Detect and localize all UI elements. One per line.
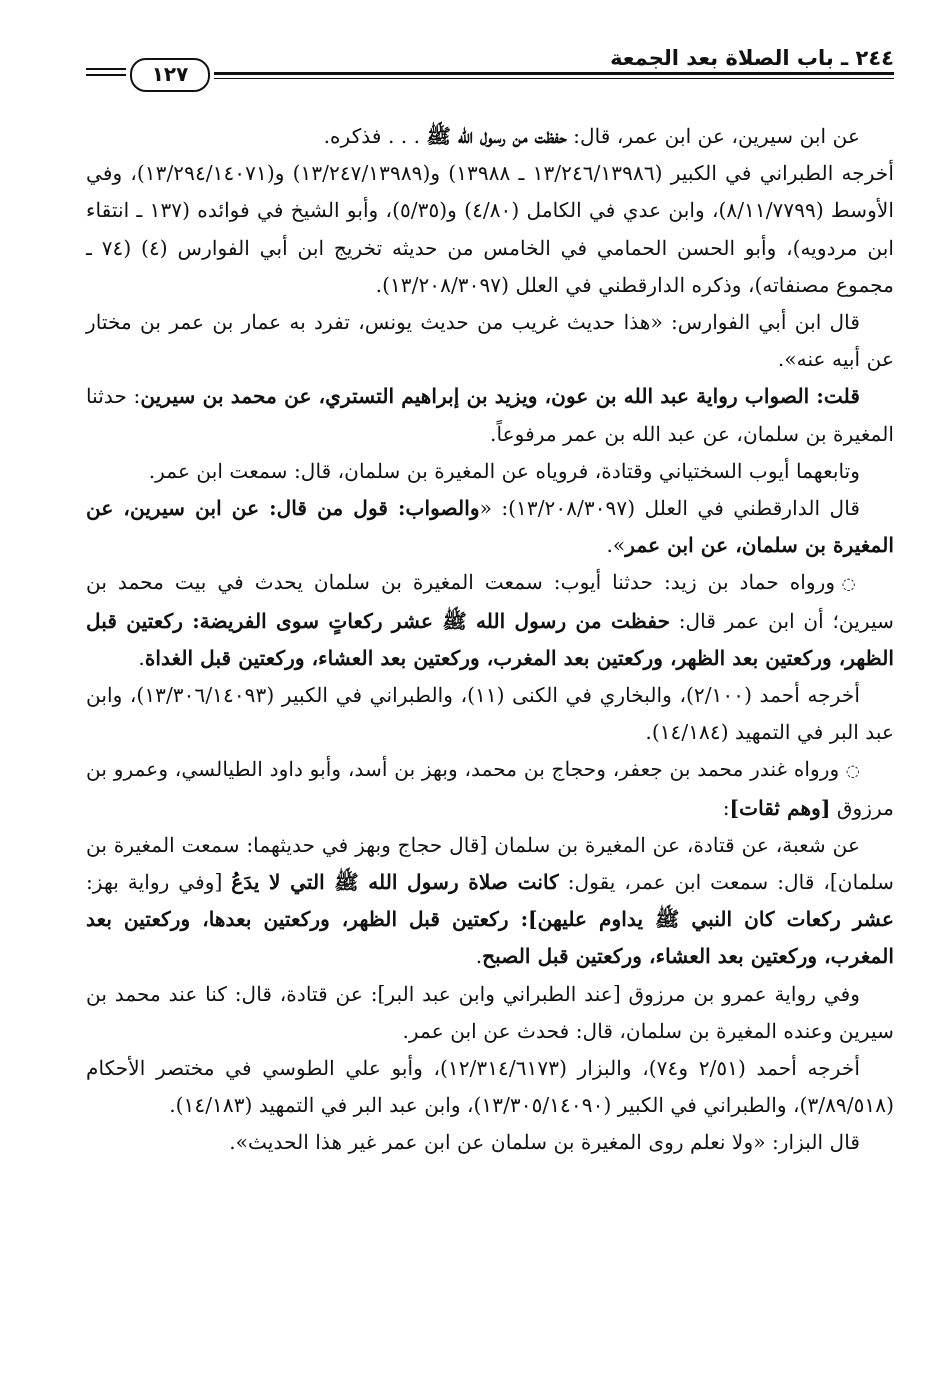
page-body — [86, 118, 894, 1162]
header-rule-thick — [214, 72, 894, 75]
paragraph-1: عن ابن سيرين، عن ابن عمر، قال: حفظت من رسول الله ﷺ . . . فذكره. — [323, 124, 860, 148]
paragraph-11: وفي رواية عمرو بن مرزوق [عند الطبراني وابن عبد البر]: عن قتادة، قال: كنا عند محمد بن سيرين وعنده المغيرة بن سلمان، قال: فحدث عن ابن عمر. — [86, 981, 894, 1043]
ornament-lines — [86, 68, 126, 80]
paragraph-13: قال البزار: «ولا نعلم روى المغيرة بن سلمان عن ابن عمر غير هذا الحديث». — [229, 1130, 860, 1155]
paragraph-9: ◌ ورواه غندر محمد بن جعفر، وحجاج بن محمد، وبهز بن أسد، وأبو داود الطيالسي، وعمرو بن مرزوق [وهم ثقات]: — [86, 757, 894, 820]
paragraph-10: عن شعبة، عن قتادة، عن المغيرة بن سلمان [قال حجاج وبهز في حديثهما: سمعت المغيرة بن سلمان]، قال: سمعت ابن عمر، يقول: كانت صلاة رسول الله ﷺ التي لا يدَعُ [وفي رواية بهز: عشر ركعات كان النبي ﷺ يداوم عليهن]: ركعتين قبل الظهر، وركعتين بعدها، وركعتين بعد المغرب، وركعتين بعد العشاء، وركعتين قبل الصبح. — [86, 832, 895, 969]
circle-bullet-icon: ◌ — [845, 761, 860, 781]
paragraph-5: وتابعهما أيوب السختياني وقتادة، فروياه عن المغيرة بن سلمان، قال: سمعت ابن عمر. — [148, 458, 860, 483]
paragraph-4: قلت: الصواب رواية عبد الله بن عون، ويزيد بن إبراهيم التستري، عن محمد بن سيرين: حدثنا المغيرة بن سلمان، عن عبد الله بن عمر مرفوعاً. — [86, 384, 894, 446]
header-rule-thin — [214, 78, 894, 79]
paragraph-6: قال الدارقطني في العلل (١٣/٢٠٨/٣٠٩٧): «والصواب: قول من قال: عن ابن سيرين، عن المغيرة بن سلمان، عن ابن عمر». — [86, 496, 894, 558]
paragraph-7: ◌ ورواه حماد بن زيد: حدثنا أيوب: سمعت المغيرة بن سلمان يحدث في بيت محمد بن سيرين؛ أن ابن عمر قال: حفظت من رسول الله ﷺ عشر ركعاتٍ سوى الفريضة: ركعتين قبل الظهر، وركعتين بعد الظهر، وركعتين بعد المغرب، وركعتين بعد العشاء، وركعتين قبل الغداة. — [86, 570, 894, 670]
circle-bullet-icon: ◌ — [841, 574, 861, 594]
paragraph-8: أخرجه أحمد (٢/١٠٠)، والبخاري في الكنى (١١)، والطبراني في الكبير (١٣/٣٠٦/١٤٠٩٣)، وابن عبد البر في التمهيد (١٤/١٨٤). — [86, 683, 894, 745]
page-header — [86, 42, 894, 90]
paragraph-3: قال ابن أبي الفوارس: «هذا حديث غريب من حديث يونس، تفرد به عمار بن عمر بن مختار عن أبيه عنه». — [86, 310, 894, 372]
chapter-title: ٢٤٤ ـ باب الصلاة بعد الجمعة — [610, 46, 894, 70]
page-number-badge: ١٢٧ — [130, 58, 210, 92]
paragraph-2: أخرجه الطبراني في الكبير (١٣/٢٤٦/١٣٩٨٦ ـ ١٣٩٨٨) و(١٣/٢٤٧/١٣٩٨٩) و(١٣/٢٩٤/١٤٠٧١)، وفي الأوسط (٨/١١/٧٧٩٩)، وابن عدي في الكامل (٤/٨٠) و(٥/٣٥)، وأبو الشيخ في فوائده (١٣٧ ـ انتقاء ابن مردويه)، وأبو الحسن الحمامي في الخامس من حديثه تخريج ابن أبي الفوارس (٤) (٧٤ ـ مجموع مصنفاته)، وذكره الدارقطني في العلل (١٣/٢٠٨/٣٠٩٧). — [86, 161, 894, 297]
paragraph-12: أخرجه أحمد (٢/٥١ و٧٤)، والبزار (١٢/٣١٤/٦١٧٣)، وأبو علي الطوسي في مختصر الأحكام (٣/٨٩/٥١٨)، والطبراني في الكبير (١٣/٣٠٥/١٤٠٩٠)، وابن عبد البر في التمهيد (١٤/١٨٣). — [86, 1056, 894, 1118]
